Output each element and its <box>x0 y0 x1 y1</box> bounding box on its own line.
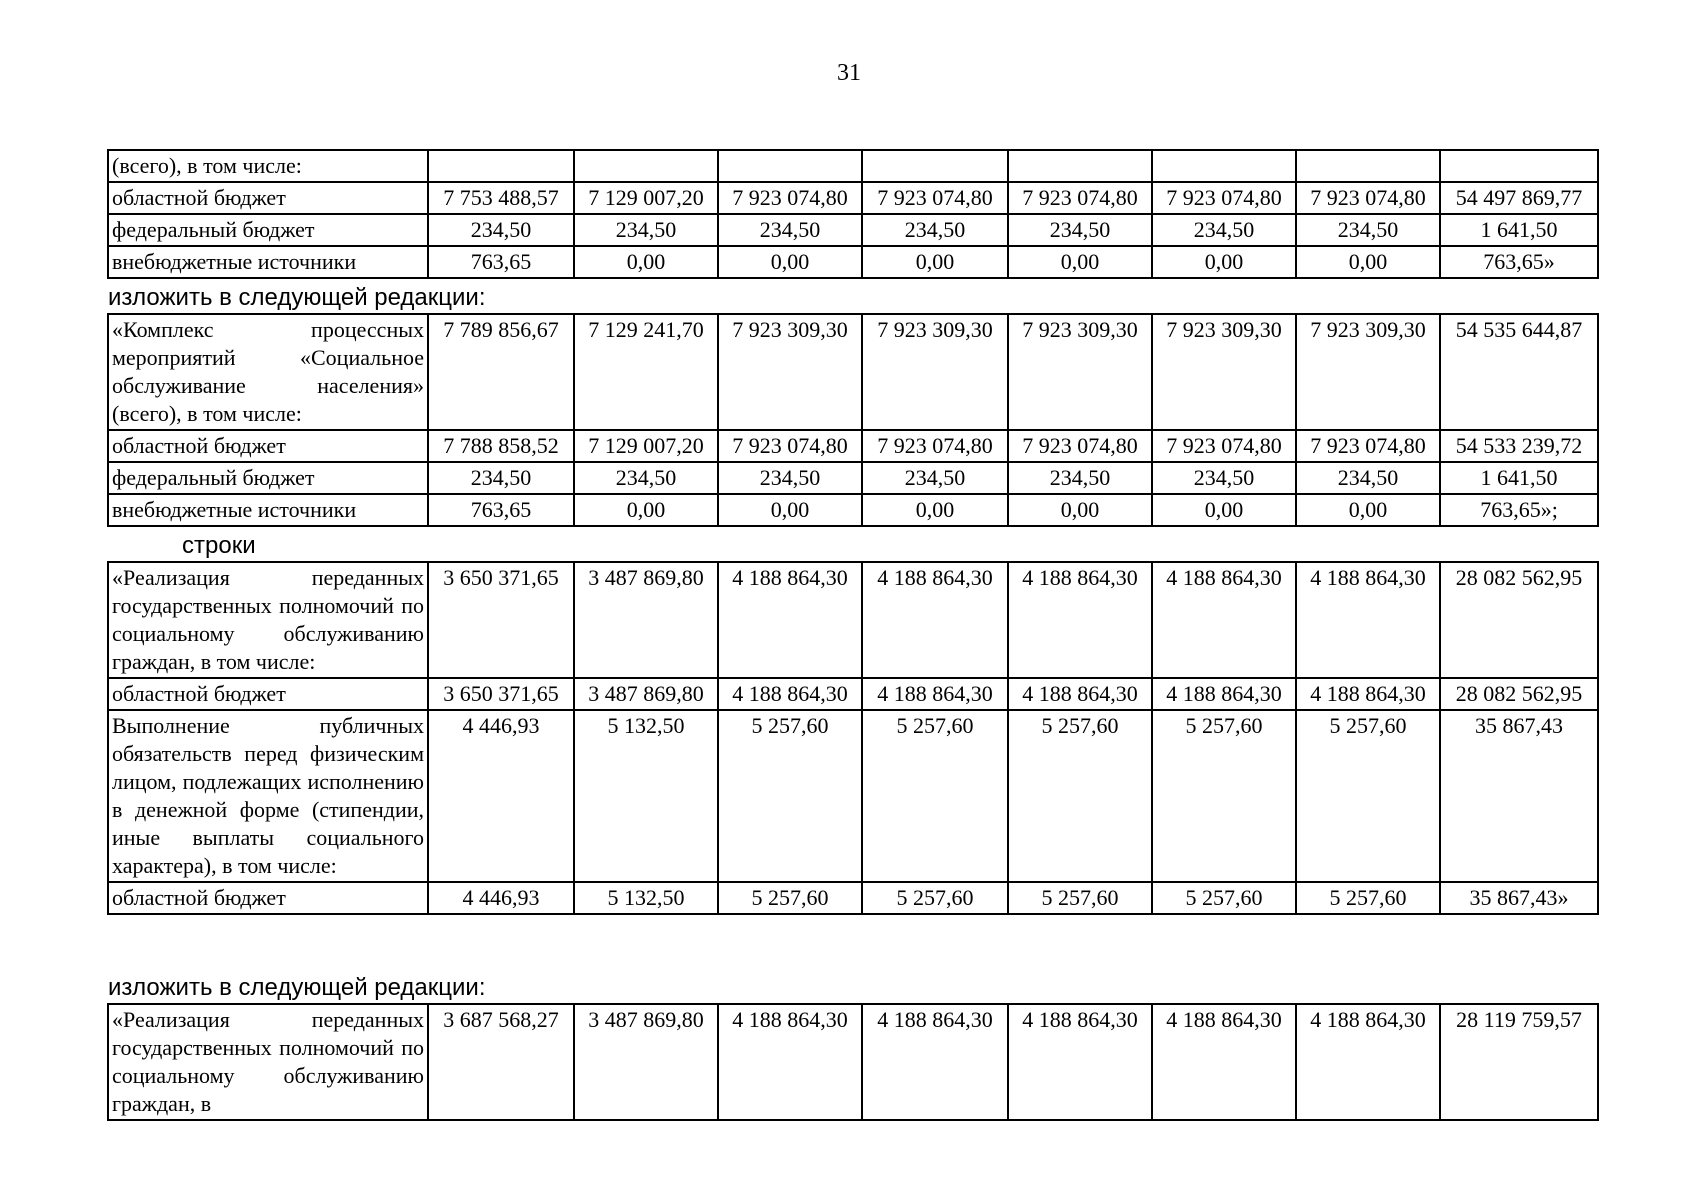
cell-value: 7 129 007,20 <box>574 430 718 462</box>
table-row <box>108 150 1598 182</box>
cell-value: 5 132,50 <box>574 882 718 914</box>
cell-value: 3 487 869,80 <box>574 678 718 710</box>
cell-value: 7 923 309,30 <box>1008 314 1152 430</box>
table-row <box>108 182 1598 214</box>
cell-value: 35 867,43» <box>1440 882 1598 914</box>
caption-rows: строки <box>182 532 256 559</box>
row-label: внебюджетные источники <box>108 246 428 278</box>
cell-value: 4 446,93 <box>428 710 574 882</box>
cell-value: 0,00 <box>574 494 718 526</box>
cell-value: 5 257,60 <box>1008 882 1152 914</box>
page-number: 31 <box>837 60 861 86</box>
cell-value: 4 188 864,30 <box>1296 1004 1440 1120</box>
table-row <box>108 678 1598 710</box>
cell-value: 3 650 371,65 <box>428 678 574 710</box>
cell-value: 7 923 074,80 <box>718 182 862 214</box>
table-old-complex-block <box>107 149 1599 279</box>
cell-value: 234,50 <box>1152 214 1296 246</box>
cell-value: 234,50 <box>574 462 718 494</box>
cell-value <box>1296 150 1440 182</box>
cell-value: 0,00 <box>718 246 862 278</box>
caption-new-edition-2: изложить в следующей редакции: <box>108 974 486 1001</box>
table-row <box>108 1004 1598 1120</box>
table-row <box>108 430 1598 462</box>
cell-value: 0,00 <box>1008 494 1152 526</box>
cell-value: 4 188 864,30 <box>1152 678 1296 710</box>
cell-value: 5 257,60 <box>1152 882 1296 914</box>
cell-value: 3 487 869,80 <box>574 562 718 678</box>
cell-value <box>428 150 574 182</box>
cell-value: 7 923 309,30 <box>862 314 1008 430</box>
cell-value: 1 641,50 <box>1440 214 1598 246</box>
cell-value: 5 257,60 <box>718 710 862 882</box>
table-new-complex-block <box>107 313 1599 527</box>
cell-value: 7 923 074,80 <box>1008 430 1152 462</box>
cell-value: 4 188 864,30 <box>718 678 862 710</box>
cell-value: 234,50 <box>862 214 1008 246</box>
table-row <box>108 214 1598 246</box>
cell-value: 54 497 869,77 <box>1440 182 1598 214</box>
cell-value: 1 641,50 <box>1440 462 1598 494</box>
cell-value: 7 129 241,70 <box>574 314 718 430</box>
cell-value: 54 533 239,72 <box>1440 430 1598 462</box>
table-row <box>108 462 1598 494</box>
table-row <box>108 562 1598 678</box>
cell-value: 234,50 <box>1296 214 1440 246</box>
cell-value <box>1440 150 1598 182</box>
cell-value: 4 188 864,30 <box>1008 1004 1152 1120</box>
table-row <box>108 882 1598 914</box>
cell-value: 0,00 <box>1296 494 1440 526</box>
cell-value: 234,50 <box>428 214 574 246</box>
cell-value <box>1008 150 1152 182</box>
table-new-delegated <box>107 1003 1599 1121</box>
cell-value: 7 923 074,80 <box>1152 182 1296 214</box>
row-label: «Комплекс процессных мероприятий «Социальное обслуживание населения» (всего), в том числе: <box>108 314 428 430</box>
cell-value: 7 923 074,80 <box>862 182 1008 214</box>
cell-value: 234,50 <box>428 462 574 494</box>
cell-value: 7 923 309,30 <box>1152 314 1296 430</box>
cell-value: 4 188 864,30 <box>1008 678 1152 710</box>
cell-value: 4 446,93 <box>428 882 574 914</box>
cell-value <box>718 150 862 182</box>
caption-new-edition: изложить в следующей редакции: <box>108 284 486 311</box>
cell-value: 4 188 864,30 <box>1296 562 1440 678</box>
cell-value: 7 923 074,80 <box>1008 182 1152 214</box>
cell-value: 234,50 <box>1008 214 1152 246</box>
cell-value: 3 687 568,27 <box>428 1004 574 1120</box>
table-old-delegated-block <box>107 561 1599 915</box>
cell-value: 5 257,60 <box>862 710 1008 882</box>
table-old-delegated <box>107 561 1599 915</box>
cell-value <box>1152 150 1296 182</box>
cell-value: 7 789 856,67 <box>428 314 574 430</box>
cell-value: 0,00 <box>1008 246 1152 278</box>
table-row <box>108 710 1598 882</box>
row-label: областной бюджет <box>108 182 428 214</box>
cell-value: 234,50 <box>1152 462 1296 494</box>
cell-value: 763,65»; <box>1440 494 1598 526</box>
cell-value: 7 753 488,57 <box>428 182 574 214</box>
cell-value: 5 257,60 <box>1008 710 1152 882</box>
row-label: Выполнение публичных обязательств перед физическим лицом, подлежащих исполнению в денежной форме (стипендии, иные выплаты социального характера), в том числе: <box>108 710 428 882</box>
cell-value: 0,00 <box>574 246 718 278</box>
cell-value: 4 188 864,30 <box>1296 678 1440 710</box>
cell-value: 4 188 864,30 <box>862 1004 1008 1120</box>
cell-value: 7 129 007,20 <box>574 182 718 214</box>
cell-value: 5 257,60 <box>1296 710 1440 882</box>
cell-value: 5 257,60 <box>1152 710 1296 882</box>
row-label: федеральный бюджет <box>108 462 428 494</box>
cell-value: 7 788 858,52 <box>428 430 574 462</box>
cell-value: 4 188 864,30 <box>862 678 1008 710</box>
cell-value: 4 188 864,30 <box>718 1004 862 1120</box>
cell-value: 0,00 <box>1296 246 1440 278</box>
cell-value: 7 923 074,80 <box>862 430 1008 462</box>
table-new-delegated-block <box>107 1003 1599 1121</box>
cell-value: 4 188 864,30 <box>1152 562 1296 678</box>
cell-value: 4 188 864,30 <box>862 562 1008 678</box>
cell-value: 7 923 309,30 <box>718 314 862 430</box>
cell-value: 4 188 864,30 <box>1008 562 1152 678</box>
cell-value: 35 867,43 <box>1440 710 1598 882</box>
row-label: «Реализация переданных государственных полномочий по социальному обслуживанию граждан, в <box>108 1004 428 1120</box>
cell-value: 7 923 309,30 <box>1296 314 1440 430</box>
row-label: «Реализация переданных государственных полномочий по социальному обслуживанию граждан, в том числе: <box>108 562 428 678</box>
cell-value: 5 132,50 <box>574 710 718 882</box>
cell-value: 234,50 <box>1296 462 1440 494</box>
cell-value: 0,00 <box>1152 494 1296 526</box>
cell-value: 234,50 <box>1008 462 1152 494</box>
cell-value: 7 923 074,80 <box>1152 430 1296 462</box>
cell-value: 3 650 371,65 <box>428 562 574 678</box>
cell-value: 28 082 562,95 <box>1440 678 1598 710</box>
cell-value: 54 535 644,87 <box>1440 314 1598 430</box>
row-label: областной бюджет <box>108 882 428 914</box>
row-label: областной бюджет <box>108 678 428 710</box>
cell-value: 7 923 074,80 <box>1296 182 1440 214</box>
cell-value: 234,50 <box>718 462 862 494</box>
cell-value: 763,65» <box>1440 246 1598 278</box>
table-new-complex <box>107 313 1599 527</box>
cell-value <box>574 150 718 182</box>
cell-value: 763,65 <box>428 494 574 526</box>
table-row <box>108 246 1598 278</box>
row-label: (всего), в том числе: <box>108 150 428 182</box>
cell-value: 234,50 <box>574 214 718 246</box>
cell-value: 5 257,60 <box>1296 882 1440 914</box>
cell-value: 0,00 <box>862 494 1008 526</box>
cell-value: 5 257,60 <box>862 882 1008 914</box>
row-label: областной бюджет <box>108 430 428 462</box>
table-row <box>108 494 1598 526</box>
cell-value: 28 119 759,57 <box>1440 1004 1598 1120</box>
cell-value: 234,50 <box>862 462 1008 494</box>
cell-value <box>862 150 1008 182</box>
row-label: внебюджетные источники <box>108 494 428 526</box>
table-row <box>108 314 1598 430</box>
cell-value: 4 188 864,30 <box>1152 1004 1296 1120</box>
cell-value: 0,00 <box>862 246 1008 278</box>
cell-value: 0,00 <box>718 494 862 526</box>
cell-value: 7 923 074,80 <box>1296 430 1440 462</box>
cell-value: 7 923 074,80 <box>718 430 862 462</box>
cell-value: 5 257,60 <box>718 882 862 914</box>
cell-value: 234,50 <box>718 214 862 246</box>
cell-value: 4 188 864,30 <box>718 562 862 678</box>
cell-value: 763,65 <box>428 246 574 278</box>
cell-value: 0,00 <box>1152 246 1296 278</box>
table-old-complex <box>107 149 1599 279</box>
cell-value: 3 487 869,80 <box>574 1004 718 1120</box>
row-label: федеральный бюджет <box>108 214 428 246</box>
cell-value: 28 082 562,95 <box>1440 562 1598 678</box>
